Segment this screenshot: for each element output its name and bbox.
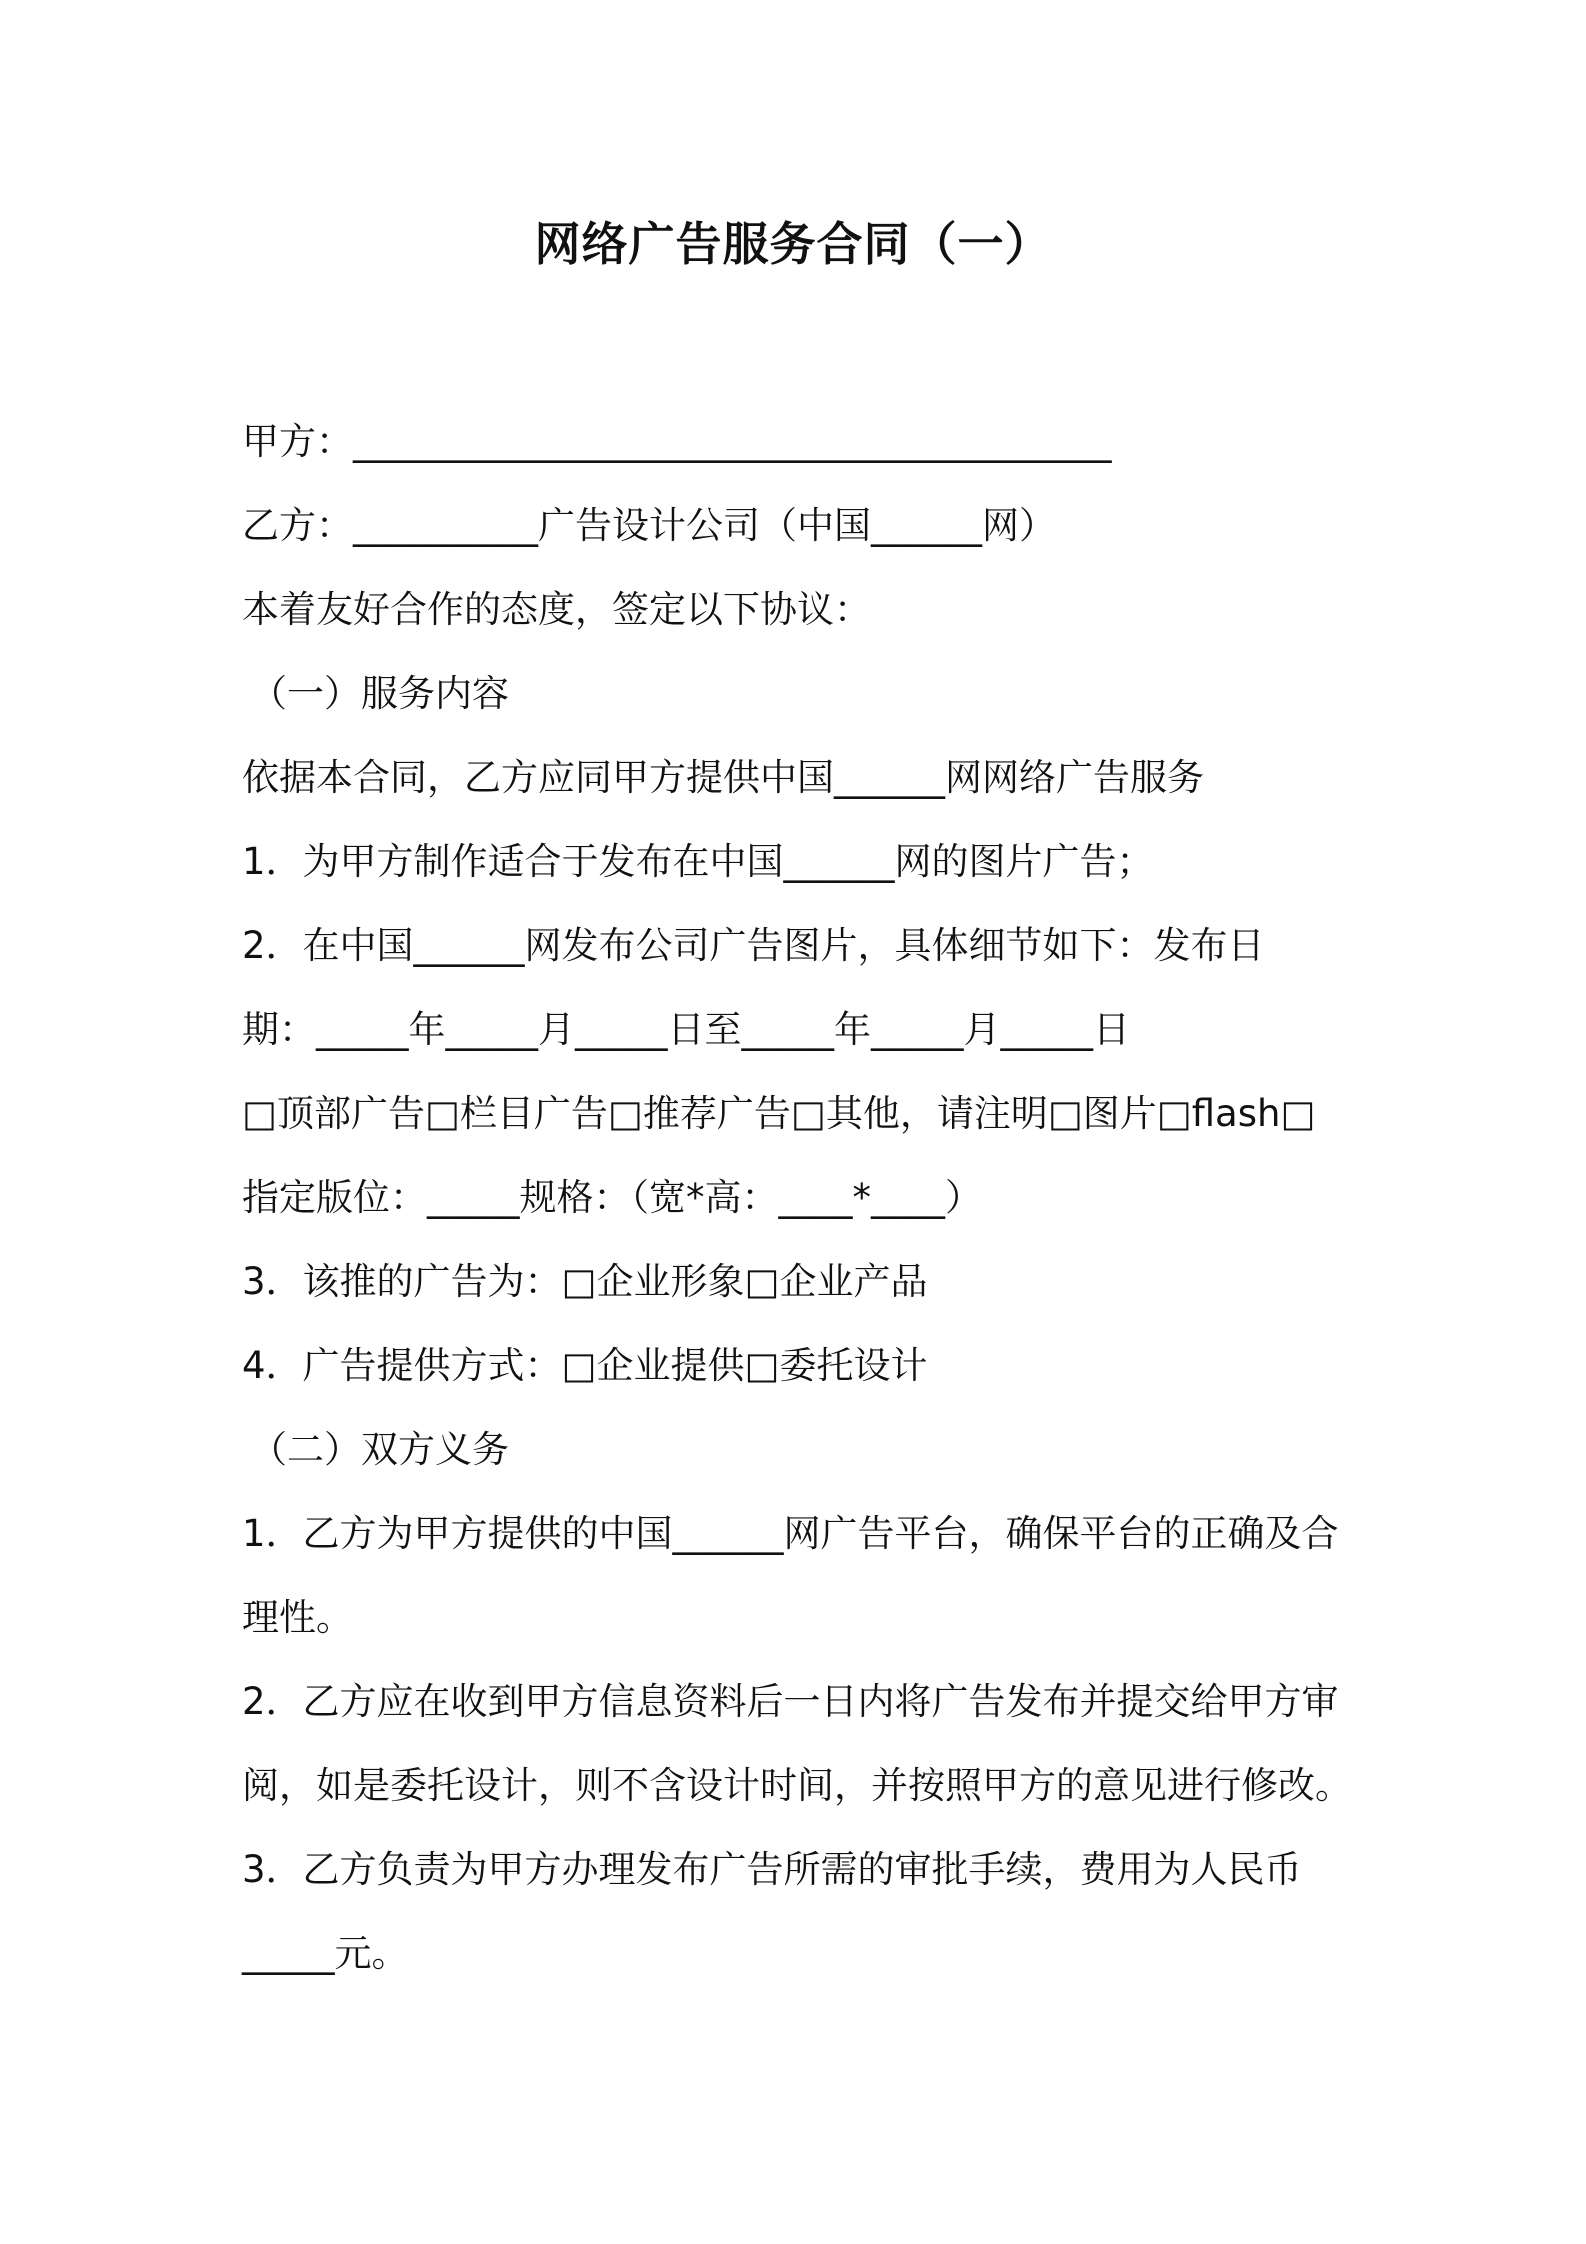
party-a-line: 甲方：_________________________________________	[242, 420, 1112, 463]
obligation-2-continued-line: 阅，如是委托设计，则不含设计时间，并按照甲方的意见进行修改。	[242, 1764, 1352, 1807]
party-b-line: 乙方：__________广告设计公司（中国______网）	[242, 504, 1056, 547]
obligation-1-continued-line: 理性。	[242, 1596, 353, 1639]
obligation-3-line: 3．乙方负责为甲方办理发布广告所需的审批手续，费用为人民币	[242, 1848, 1302, 1891]
clause-3-line: 3．该推的广告为：□企业形象□企业产品	[242, 1260, 928, 1303]
paragraph-line: 依据本合同，乙方应同甲方提供中国______网网络广告服务	[242, 756, 1204, 799]
clause-4-line: 4．广告提供方式：□企业提供□委托设计	[242, 1344, 928, 1387]
clause-2-line: 2．在中国______网发布公司广告图片，具体细节如下：发布日	[242, 924, 1265, 967]
section-heading-obligations: （二）双方义务	[250, 1428, 509, 1471]
clause-1-line: 1．为甲方制作适合于发布在中国______网的图片广告；	[242, 840, 1154, 883]
ad-position-size-line: 指定版位：_____规格：（宽*高：____*____）	[242, 1176, 982, 1219]
ad-type-options-line: □顶部广告□栏目广告□推荐广告□其他，请注明□图片□flash□	[242, 1092, 1316, 1135]
preamble-line: 本着友好合作的态度，签定以下协议：	[242, 588, 871, 631]
obligation-3-continued-line: _____元。	[242, 1932, 409, 1975]
document-title: 网络广告服务合同（一）	[534, 217, 1052, 271]
obligation-2-line: 2．乙方应在收到甲方信息资料后一日内将广告发布并提交给甲方审	[242, 1680, 1339, 1723]
date-range-line: 期：_____年_____月_____日至_____年_____月_____日	[242, 1008, 1130, 1051]
obligation-1-line: 1．乙方为甲方提供的中国______网广告平台，确保平台的正确及合	[242, 1512, 1339, 1555]
section-heading-service: （一）服务内容	[250, 672, 509, 715]
